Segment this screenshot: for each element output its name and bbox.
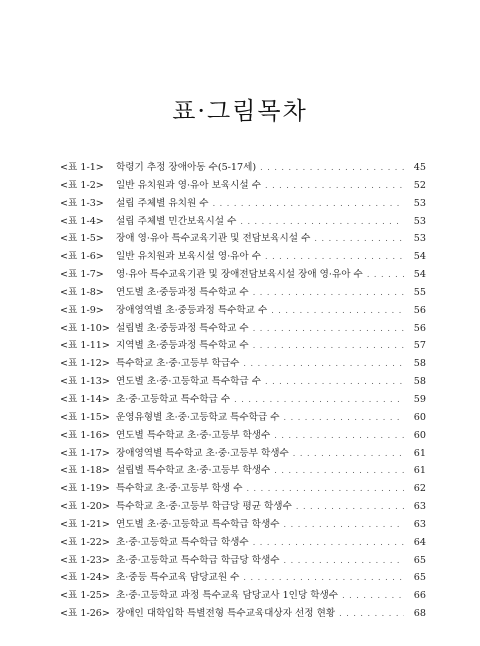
toc-entry-page-number: 59	[413, 393, 426, 405]
toc-entry-label: <표 1-11>	[60, 340, 110, 352]
toc-entry	[60, 177, 426, 195]
toc-entry	[60, 266, 426, 284]
toc-entry-page-number: 54	[413, 269, 426, 281]
dot-leader	[274, 467, 404, 475]
dot-leader	[284, 414, 404, 422]
toc-entry-title: 장애 영·유아 특수교육기관 및 전담보육시설 수	[116, 233, 311, 245]
toc-entry-title: 영·유아 특수교육기관 및 장애전담보육시설 장애 영·유아 수	[116, 269, 363, 281]
toc-entry-title: 장애영역별 특수학교 초·중·고등부 학생수	[116, 447, 289, 459]
toc-entry-label: <표 1-22>	[60, 536, 110, 548]
dot-leader	[284, 557, 404, 565]
toc-entry-page-number: 62	[413, 483, 426, 495]
toc-entry-title: 일반 유치원과 영·유아 보육시설 수	[116, 179, 261, 191]
toc-entry-title: 설립별 초·중등과정 특수학교 수	[116, 322, 249, 334]
toc-entry-title: 초·중·고등학교 특수학급 학생수	[116, 536, 249, 548]
dot-leader	[243, 360, 404, 368]
toc-entry	[60, 587, 426, 605]
toc-entry-label: <표 1-17>	[60, 447, 110, 459]
toc-entry-label: <표 1-4>	[60, 215, 104, 227]
toc-entry-page-number: 54	[413, 251, 426, 263]
toc-entry-title: 설립별 특수학교 초·중·고등부 학생수	[116, 465, 271, 477]
toc-entry-label: <표 1-5>	[60, 233, 104, 245]
toc-entry-page-number: 53	[413, 197, 426, 209]
toc-entry-page-number: 65	[413, 554, 426, 566]
toc-entry-page-number: 53	[413, 233, 426, 245]
toc-entry-label: <표 1-15>	[60, 411, 110, 423]
toc-entry-title: 학령기 추정 장애아동 수(5-17세)	[116, 162, 257, 173]
toc-entry-title: 특수학교 초·중·고등부 학급수	[116, 358, 240, 370]
dot-leader	[265, 253, 404, 261]
toc-entry-page-number: 60	[413, 411, 426, 423]
toc-entry	[60, 159, 426, 177]
toc-entry-title: 설립 주체별 유치원 수	[116, 197, 209, 209]
dot-leader	[213, 200, 404, 208]
toc-entry	[60, 498, 426, 516]
toc-entry-label: <표 1-13>	[60, 376, 110, 388]
table-of-contents	[60, 159, 426, 623]
toc-entry-title: 초·중·고등학교 특수학급 수	[116, 393, 231, 405]
toc-entry-label: <표 1-25>	[60, 590, 110, 602]
dot-leader	[260, 164, 404, 172]
toc-entry	[60, 516, 426, 534]
toc-entry-title: 지역별 초·중등과정 특수학교 수	[116, 340, 249, 352]
toc-entry	[60, 230, 426, 248]
toc-entry-title: 초·중·고등학교 과정 특수교육 담당교사 1인당 학생수	[116, 590, 339, 602]
toc-entry-label: <표 1-23>	[60, 554, 110, 566]
toc-entry-title: 연도별 초·중·고등학교 특수학급 수	[116, 376, 261, 388]
toc-entry	[60, 462, 426, 480]
toc-entry-page-number: 53	[413, 215, 426, 227]
toc-entry-label: <표 1-16>	[60, 429, 110, 441]
toc-entry-page-number: 64	[413, 536, 426, 548]
toc-entry	[60, 534, 426, 552]
toc-entry-label: <표 1-21>	[60, 518, 110, 530]
toc-entry-label: <표 1-6>	[60, 251, 104, 263]
toc-entry-label: <표 1-26>	[60, 608, 110, 620]
toc-entry-page-number: 52	[413, 179, 426, 191]
toc-entry-title: 장애인 대학입학 특별전형 특수교육대상자 선정 현황	[116, 608, 336, 620]
toc-entry-page-number: 45	[413, 162, 426, 173]
dot-leader	[342, 592, 404, 600]
toc-entry-label: <표 1-10>	[60, 322, 110, 334]
dot-leader	[253, 325, 404, 333]
toc-entry	[60, 445, 426, 463]
toc-entry	[60, 480, 426, 498]
toc-entry-page-number: 58	[413, 358, 426, 370]
toc-entry-title: 연도별 초·중등과정 특수학교 수	[116, 286, 249, 298]
toc-entry-page-number: 61	[413, 465, 426, 477]
toc-entry-page-number: 60	[413, 429, 426, 441]
toc-entry-label: <표 1-1>	[60, 162, 104, 173]
toc-entry-page-number: 56	[413, 304, 426, 316]
toc-entry-title: 일반 유치원과 보육시설 영·유아 수	[116, 251, 261, 263]
toc-entry-page-number: 68	[413, 608, 426, 620]
dot-leader	[240, 218, 404, 226]
toc-entry	[60, 248, 426, 266]
toc-entry	[60, 213, 426, 231]
toc-entry-page-number: 61	[413, 447, 426, 459]
toc-entry-title: 초·중등 특수교육 담당교원 수	[116, 572, 240, 584]
toc-entry	[60, 320, 426, 338]
toc-entry-label: <표 1-24>	[60, 572, 110, 584]
toc-entry	[60, 552, 426, 570]
dot-leader	[314, 235, 404, 243]
dot-leader	[274, 432, 404, 440]
dot-leader	[339, 610, 404, 618]
dot-leader	[234, 396, 404, 404]
toc-entry-label: <표 1-18>	[60, 465, 110, 477]
toc-entry	[60, 355, 426, 373]
toc-entry-label: <표 1-3>	[60, 197, 104, 209]
dot-leader	[253, 539, 404, 547]
toc-entry-page-number: 55	[413, 286, 426, 298]
toc-entry-label: <표 1-14>	[60, 393, 110, 405]
toc-entry	[60, 391, 426, 409]
dot-leader	[367, 271, 404, 279]
toc-entry-page-number: 65	[413, 572, 426, 584]
toc-entry-label: <표 1-7>	[60, 269, 104, 281]
toc-entry-label: <표 1-12>	[60, 358, 110, 370]
toc-entry	[60, 373, 426, 391]
toc-entry-label: <표 1-9>	[60, 304, 104, 316]
dot-leader	[243, 574, 404, 582]
toc-entry-title: 설립 주체별 민간보육시설 수	[116, 215, 237, 227]
dot-leader	[284, 521, 404, 529]
dot-leader	[265, 182, 404, 190]
toc-entry	[60, 284, 426, 302]
dot-leader	[265, 378, 404, 386]
toc-entry-label: <표 1-8>	[60, 286, 104, 298]
toc-entry-page-number: 56	[413, 322, 426, 334]
toc-entry	[60, 605, 426, 623]
dot-leader	[253, 342, 404, 350]
toc-entry-label: <표 1-20>	[60, 501, 110, 513]
toc-entry	[60, 409, 426, 427]
toc-entry-page-number: 63	[413, 518, 426, 530]
toc-entry-page-number: 66	[413, 590, 426, 602]
toc-entry-page-number: 58	[413, 376, 426, 388]
toc-entry-page-number: 63	[413, 501, 426, 513]
toc-entry	[60, 302, 426, 320]
toc-entry-title: 특수학교 초·중·고등부 학생 수	[116, 483, 243, 495]
dot-leader	[271, 307, 404, 315]
toc-entry-title: 연도별 초·중·고등학교 특수학급 학생수	[116, 518, 280, 530]
toc-entry-title: 연도별 특수학교 초·중·고등부 학생수	[116, 429, 271, 441]
toc-entry	[60, 337, 426, 355]
toc-entry	[60, 195, 426, 213]
toc-entry-title: 초·중·고등학교 특수학급 학급당 학생수	[116, 554, 280, 566]
toc-entry-label: <표 1-2>	[60, 179, 104, 191]
toc-entry	[60, 569, 426, 587]
dot-leader	[246, 485, 404, 493]
dot-leader	[293, 450, 404, 458]
page-title: 표·그림목차	[172, 97, 308, 125]
toc-entry-title: 특수학교 초·중·고등부 학급당 평균 학생수	[116, 501, 292, 513]
toc-entry	[60, 427, 426, 445]
toc-entry-page-number: 57	[413, 340, 426, 352]
dot-leader	[253, 289, 404, 297]
toc-entry-label: <표 1-19>	[60, 483, 110, 495]
toc-entry-title: 운영유형별 초·중·고등학교 특수학급 수	[116, 411, 280, 423]
toc-entry-title: 장애영역별 초·중등과정 특수학교 수	[116, 304, 268, 316]
dot-leader	[296, 503, 404, 511]
